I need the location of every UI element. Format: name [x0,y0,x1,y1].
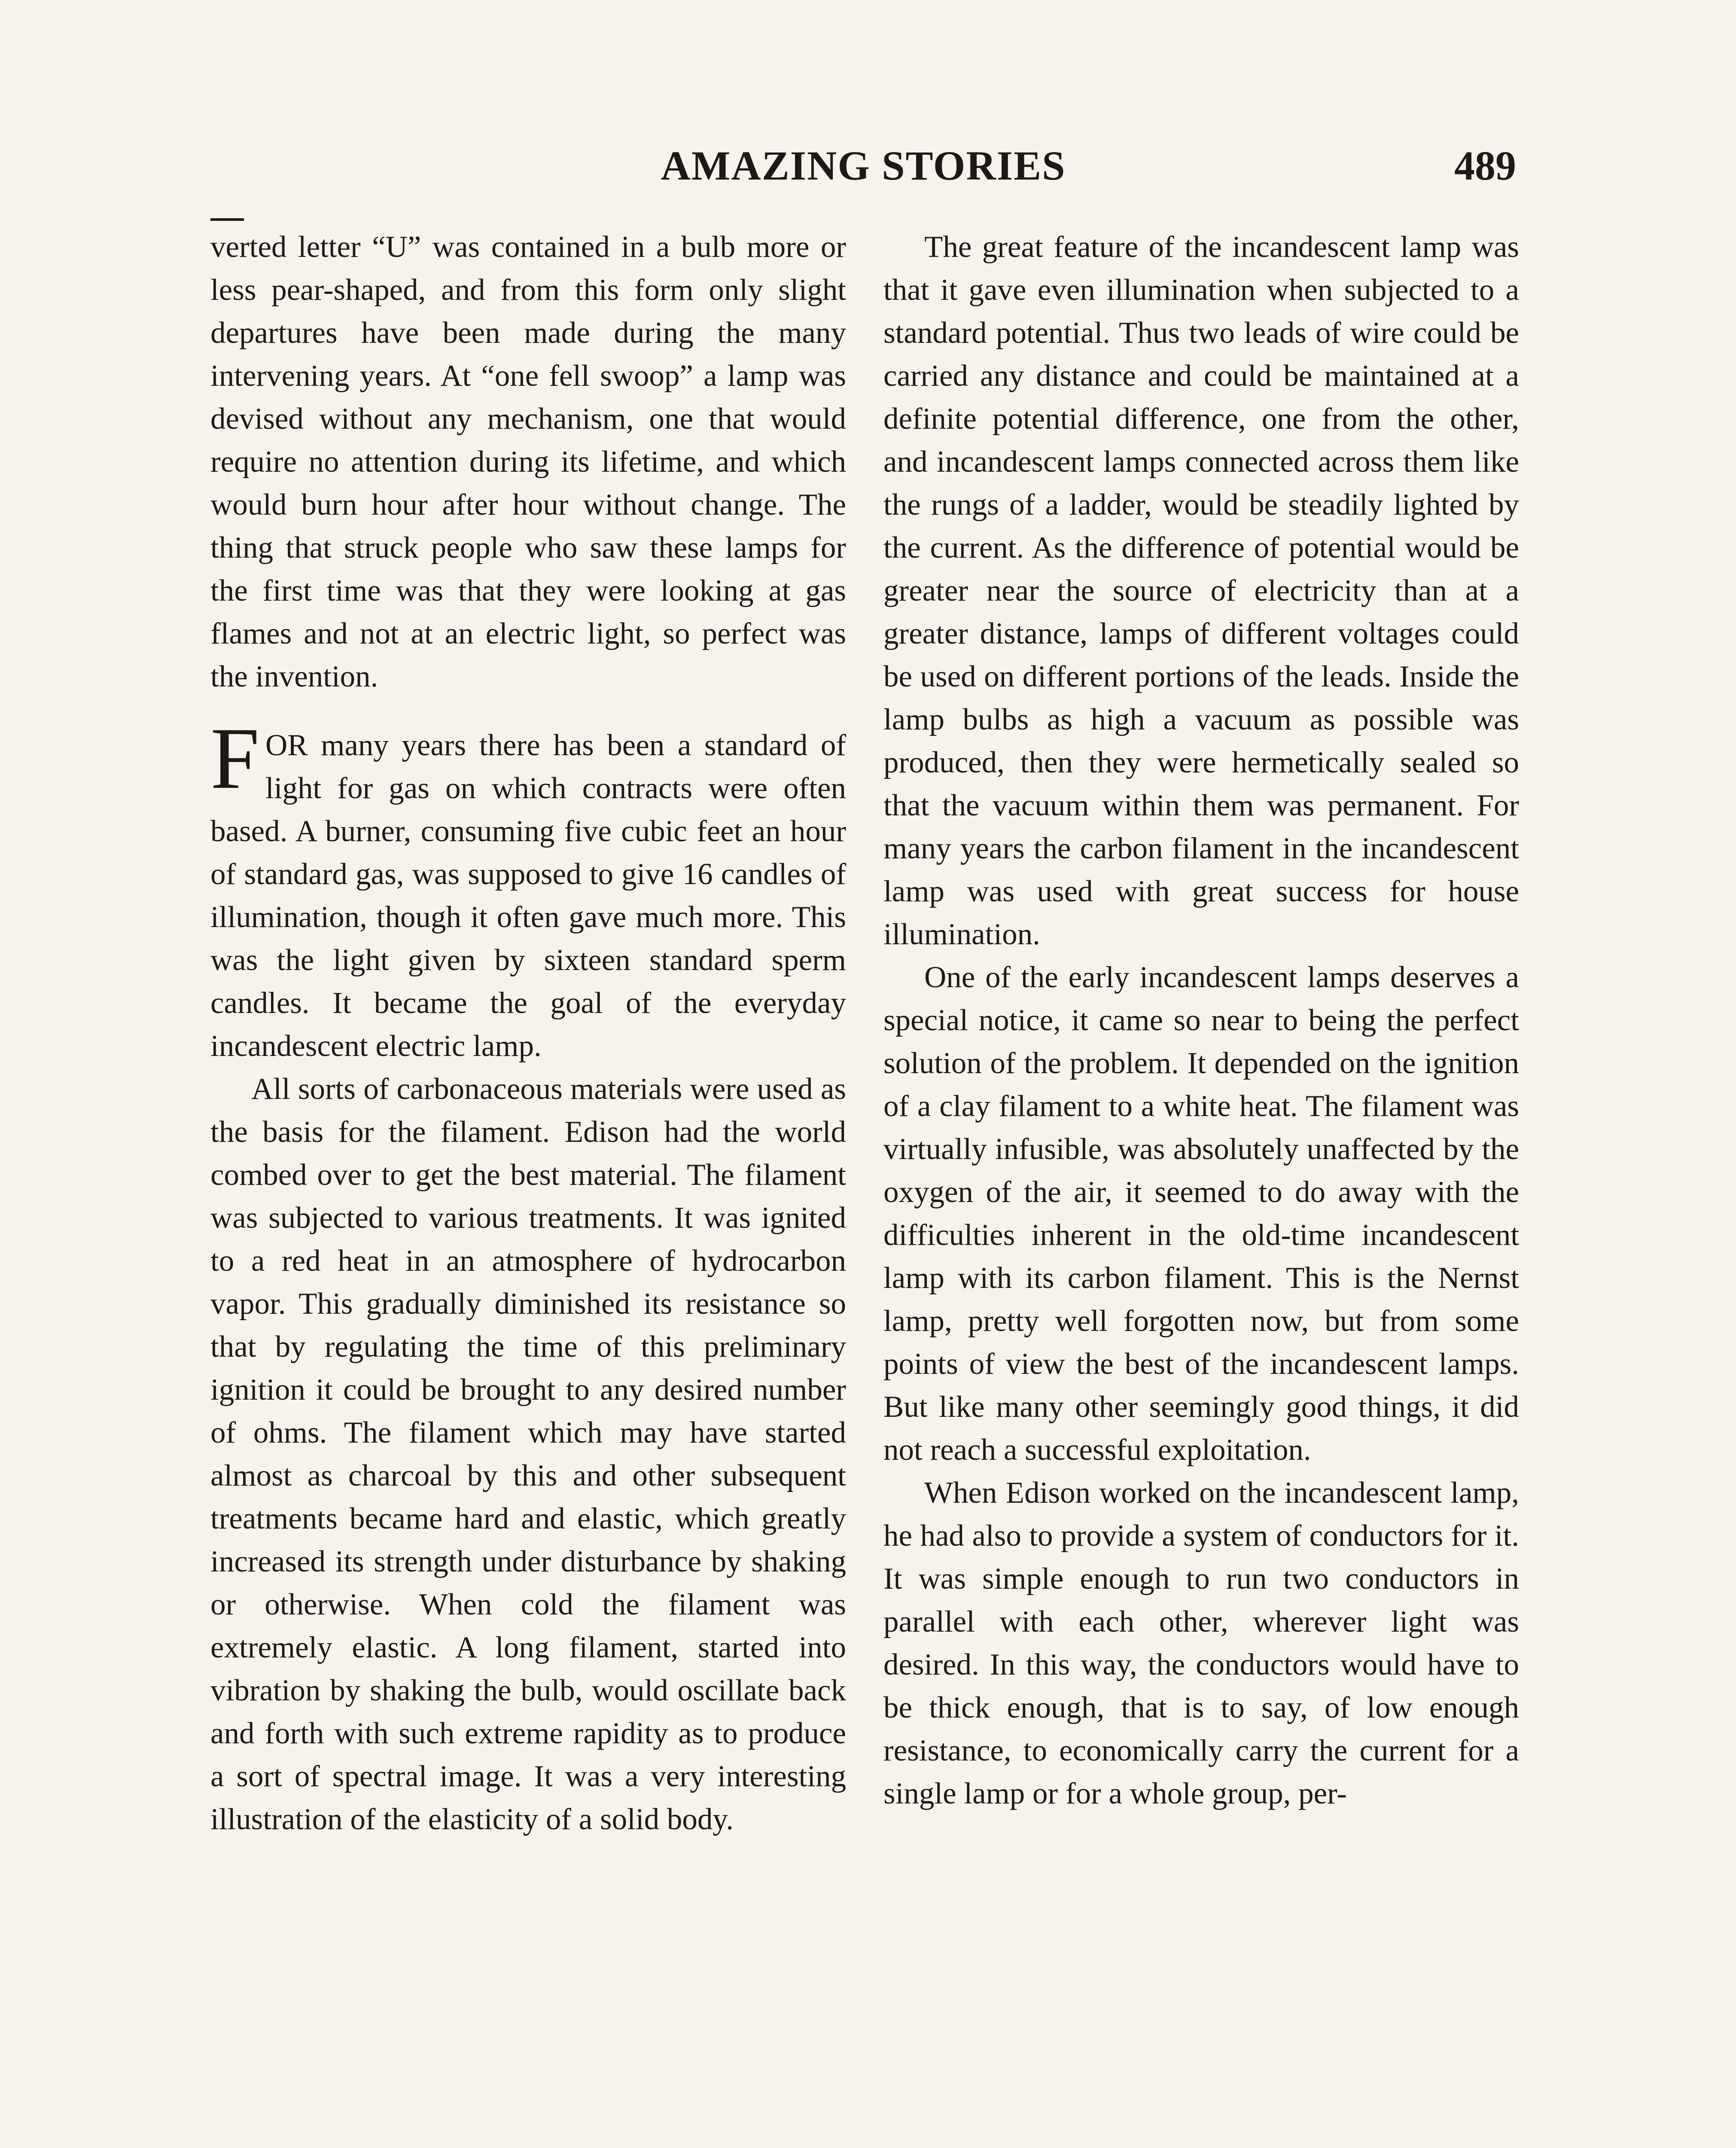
paragraph-dropcap [210,710,846,1068]
paragraph: When Edison worked on the incandescent lamp, he had also to provide a system of conductors for it. It was simple enough to run two conductors in parallel with each other, wherever light was desired. In this way, the conductors would have to be thick enough, that is to say, of low enough resistance, to economically carry the current for a single lamp or for a whole group, per- [883,1476,1519,1810]
drop-cap: F [210,710,260,807]
left-column [210,226,846,1841]
right-column [883,226,1519,1815]
page-header [210,142,1516,206]
paragraph-continued: verted letter “U” was contained in a bulb more or less pear-shaped, and from this form only slight departures have been made during the many intervening years. At “one fell swoop” a lamp was devised without any mechanism, one that would require no attention during its lifetime, and which would burn hour after hour without change. The thing that struck people who saw these lamps for the first time was that they were looking at gas flames and not at an electric light, so perfect was the invention. [210,230,846,693]
page-number: 489 [1454,143,1516,189]
running-title: AMAZING STORIES [661,143,1066,189]
paragraph: All sorts of carbonaceous materials were used as the basis for the filament. Edison had the world combed over to get the best material. The filament was subjected to various treatments. It was ignited to a red heat in an atmosphere of hydrocarbon vapor. This gradually diminished its resistance so that by regulating the time of this preliminary ignition it could be brought to any desired number of ohms. The filament which may have started almost as charcoal by this and other subsequent treatments became hard and elastic, which greatly increased its strength under disturbance by shaking or otherwise. When cold the filament was extremely elastic. A long filament, started into vibration by shaking the bulb, would oscillate back and forth with such extreme rapidity as to produce a sort of spectral image. It was a very interesting illustration of the elasticity of a solid body. [210,1072,846,1836]
paragraph-text: OR many years there has been a standard of light for gas on which contracts were often based. A burner, consuming five cubic feet an hour of standard gas, was supposed to give 16 candles of illumination, though it often gave much more. This was the light given by sixteen standard sperm candles. It became the goal of the everyday incandescent electric lamp. [210,729,846,1063]
paragraph: One of the early incandescent lamps deserves a special notice, it came so near to being the perfect solution of the problem. It depended on the ignition of a clay filament to a white heat. The filament was virtually infusible, was absolutely unaffected by the oxygen of the air, it seemed to do away with the difficulties inherent in the old-time incandescent lamp with its carbon filament. This is the Nernst lamp, pretty well forgotten now, but from some points of view the best of the incandescent lamps. But like many other seemingly good things, it did not reach a successful exploitation. [883,961,1519,1467]
paragraph: The great feature of the incandescent lamp was that it gave even illumination when subjected to a standard potential. Thus two leads of wire could be carried any distance and could be maintained at a definite potential difference, one from the other, and incandescent lamps connected across them like the rungs of a ladder, would be steadily lighted by the current. As the difference of potential would be greater near the source of electricity than at a greater distance, lamps of different voltages could be used on different portions of the leads. Inside the lamp bulbs as high a vacuum as possible was produced, then they were hermetically sealed so that the vacuum within them was permanent. For many years the carbon filament in the incandescent lamp was used with great success for house illumination. [883,230,1519,951]
continuation-dash [210,218,244,221]
